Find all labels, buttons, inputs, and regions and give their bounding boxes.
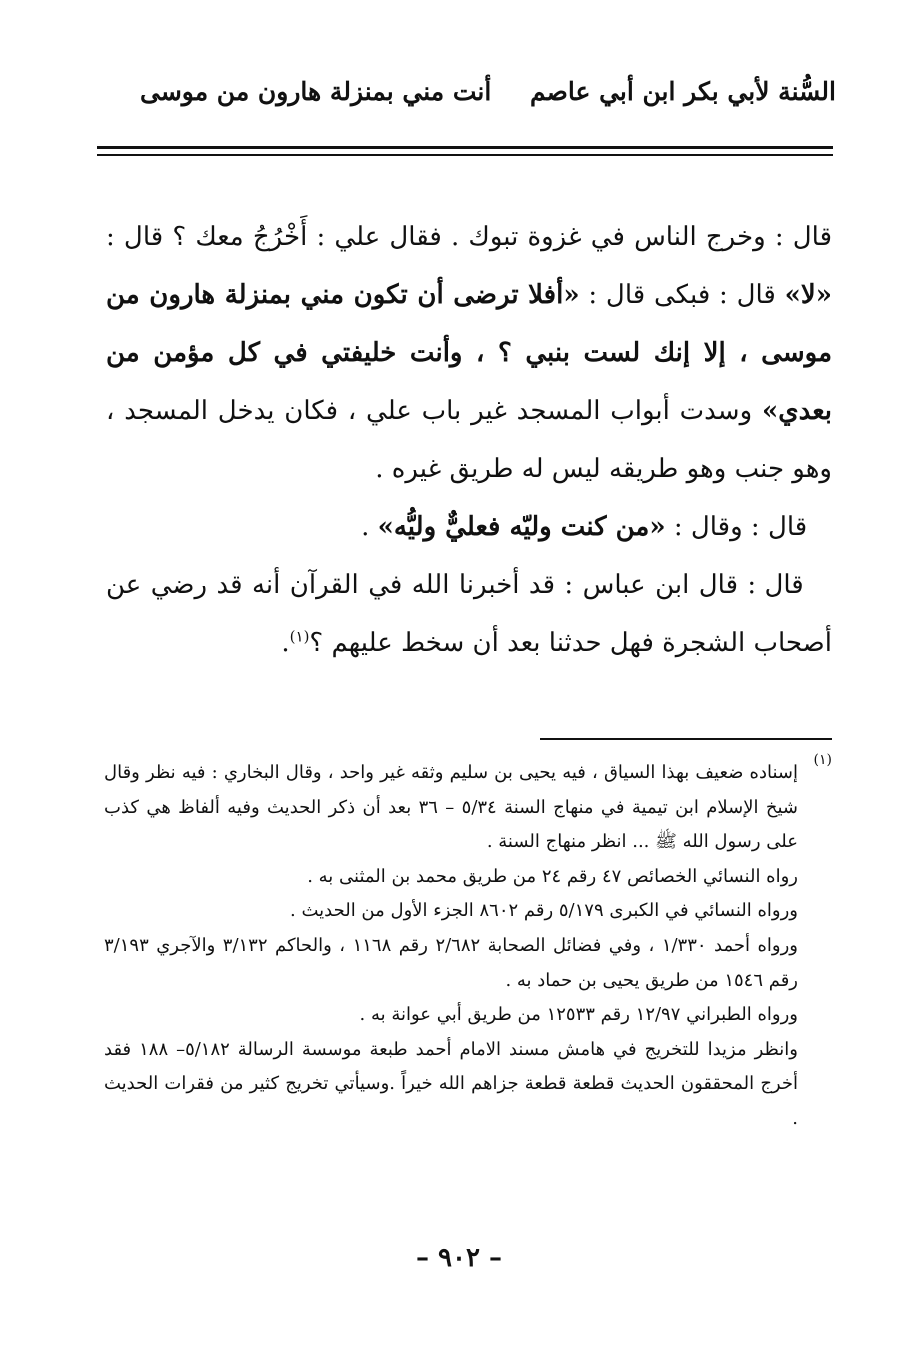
hadith-quote: «أفلا ترضى أن تكون مني بمنزلة هارون من موسى ، إلا إنك لست بنبي ؟ ، وأنت خليفتي في كل مؤمن من بعدي» (106, 280, 832, 426)
footnote-line: ورواه الطبراني ١٢/٩٧ رقم ١٢٥٣٣ من طريق أبي عوانة به . (359, 1004, 798, 1026)
header-rule-thin (97, 154, 833, 156)
footnote-line: وانظر مزيدا للتخريج في هامش مسند الامام أحمد طبعة موسسة الرسالة ٥/١٨٢– ١٨٨ فقد أخرج المحققون الحديث قطعة قطعة جزاهم الله خيراً .وسيأتي تخريج كثير من فقرات الحديث . (104, 1038, 798, 1129)
running-header-book-title: السُّنة لأبي بكر ابن أبي عاصم (529, 77, 836, 106)
footnote-line: رواه النسائي الخصائص ٤٧ رقم ٢٤ من طريق محمد بن المثنى به . (307, 865, 798, 887)
footnote-line: ورواه أحمد ١/٣٣٠ ، وفي فضائل الصحابة ٢/٦٨٢ رقم ١١٦٨ ، والحاكم ٣/١٣٢ والآجري ٣/١٩٣ رقم ١٥٤٦ من طريق يحيى بن حماد به . (104, 934, 798, 991)
quote-la: «لا» (784, 280, 832, 310)
running-header-chapter-title: أنت مني بمنزلة هارون من موسى (140, 77, 492, 106)
main-text (106, 208, 832, 672)
footnote-marker: (١) (813, 752, 832, 768)
hadith-quote-wali: «من كنت وليّه فعليٌّ وليُّه» (377, 512, 666, 542)
header-rule-thick (97, 146, 833, 149)
footnote-separator (540, 738, 832, 740)
footnote-reference: (١) (289, 627, 310, 646)
page-number: – ٩٠٢ – (415, 1243, 503, 1273)
paragraph-3: قال : قال ابن عباس : قد أخبرنا الله في القرآن أنه قد رضي عن أصحاب الشجرة فهل حدثنا بعد أن سخط عليهم ؟$^{(١)}$. (106, 570, 832, 658)
footnote (104, 756, 798, 1137)
footnote-line: ورواه النسائي في الكبرى ٥/١٧٩ رقم ٨٦٠٢ الجزء الأول من الحديث . (290, 900, 798, 922)
paragraph-1: قال : وخرج الناس في غزوة تبوك . فقال علي : أَخْرُجُ معك ؟ قال : «لا» قال : فبكى قال : «أفلا ترضى أن تكون مني بمنزلة هارون من موسى ، إلا إنك لست بنبي ؟ ، وأنت خليفتي في كل مؤمن من بعدي» وسدت أبواب المسجد غير باب علي ، فكان يدخل المسجد ، وهو جنب وهو طريقه ليس له طريق غيره . (106, 222, 832, 484)
footnote-line: إسناده ضعيف بهذا السياق ، فيه يحيى بن سليم وثقه غير واحد ، وقال البخاري : فيه نظر وقال شيخ الإسلام ابن تيمية في منهاج السنة ٥/٣٤ – ٣٦ بعد أن ذكر الحديث وفيه ألفاظ هي كذب على رسول الله ﷺ ... انظر منهاج السنة . (104, 762, 798, 853)
paragraph-2: قال : وقال : «من كنت وليّه فعليٌّ وليُّه» . (361, 512, 808, 542)
